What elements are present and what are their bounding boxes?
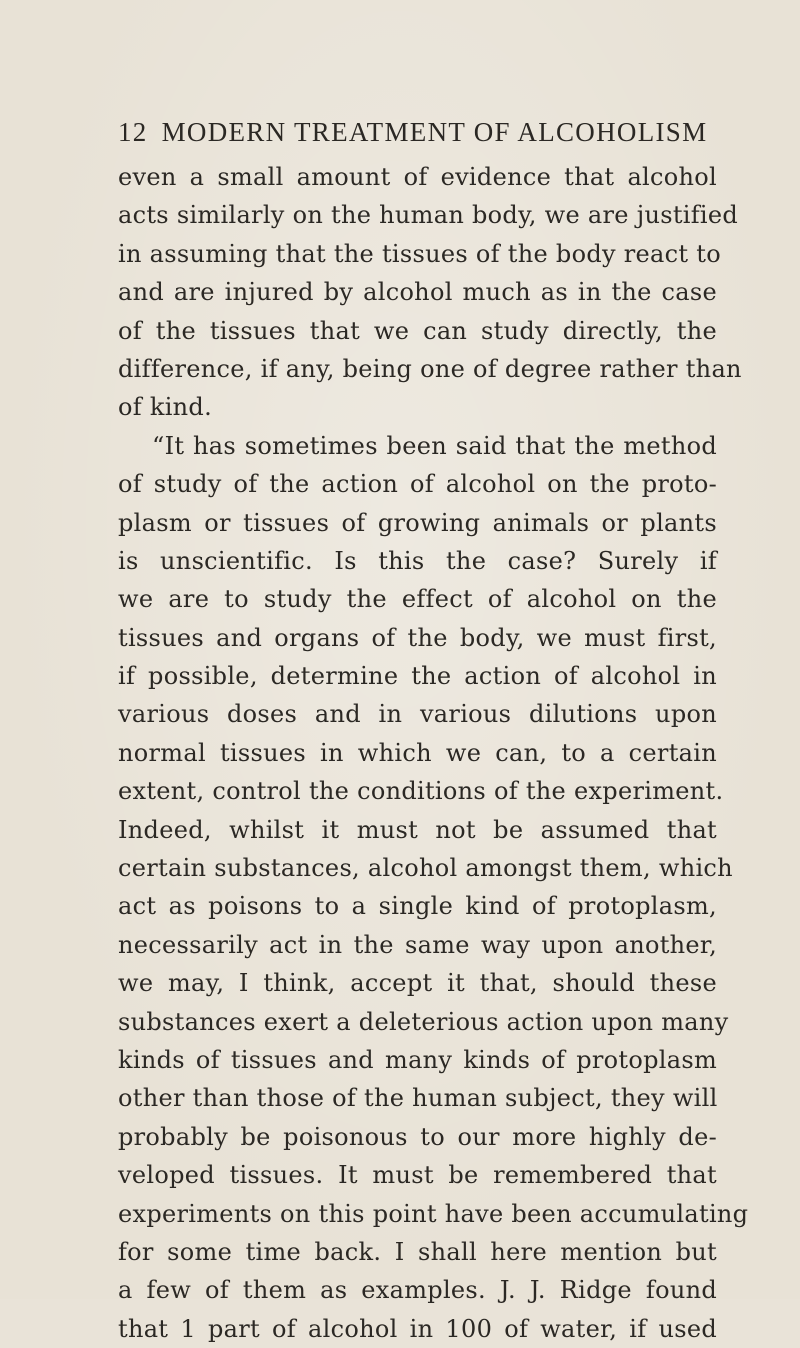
running-title: MODERN TREATMENT OF ALCOHOLISM [161, 117, 708, 147]
text-line: normal tissues in which we can, to a certain [118, 738, 717, 767]
text-line: necessarily act in the same way upon another, [118, 930, 717, 959]
text-line: other than those of the human subject, they will [118, 1084, 718, 1113]
text-line: and are injured by alcohol much as in the case [118, 278, 717, 307]
text-line: is unscientific. Is this the case? Surely if [118, 546, 717, 575]
text-line: we may, I think, accept it that, should these [118, 969, 717, 998]
text-line: acts similarly on the human body, we are justified [118, 201, 739, 230]
text-line: extent, control the conditions of the experiment. [118, 777, 724, 806]
text-line: experiments on this point have been accumulating [118, 1199, 749, 1228]
text-line: even a small amount of evidence that alcohol [118, 163, 717, 191]
text-line: act as poisons to a single kind of protoplasm, [118, 892, 717, 921]
text-line: plasm or tissues of growing animals or plants [118, 508, 717, 537]
text-line: substances exert a deleterious action upon many [118, 1007, 729, 1036]
text-line: of study of the action of alcohol on the proto- [118, 470, 717, 499]
page-number: 12 [118, 117, 148, 147]
text-line: kinds of tissues and many kinds of protoplasm [118, 1045, 717, 1074]
text-line: we are to study the effect of alcohol on the [118, 585, 717, 614]
text-line: probably be poisonous to our more highly de- [118, 1122, 717, 1151]
text-line: Indeed, whilst it must not be assumed that [118, 815, 717, 844]
text-line: if possible, determine the action of alcohol in [118, 662, 717, 691]
text-line: that 1 part of alcohol in 100 of water, if used [118, 1314, 717, 1343]
text-line: of the tissues that we can study directly, the [118, 316, 717, 345]
text-line: difference, if any, being one of degree rather than [118, 354, 742, 383]
body-text [118, 158, 749, 1348]
text-line: veloped tissues. It must be remembered that [118, 1161, 717, 1190]
text-line: in assuming that the tissues of the body react to [118, 239, 721, 268]
text-line: for some time back. I shall here mention but [118, 1237, 717, 1266]
running-head [118, 112, 718, 152]
text-line: tissues and organs of the body, we must first, [118, 623, 717, 652]
text-line: various doses and in various dilutions upon [118, 700, 717, 729]
text-line: certain substances, alcohol amongst them, which [118, 854, 733, 883]
paragraph-start-line: “It has sometimes been said that the method [152, 431, 717, 460]
paragraph-end-line: of kind. [118, 393, 213, 422]
text-line: a few of them as examples. J. J. Ridge found [118, 1276, 717, 1305]
